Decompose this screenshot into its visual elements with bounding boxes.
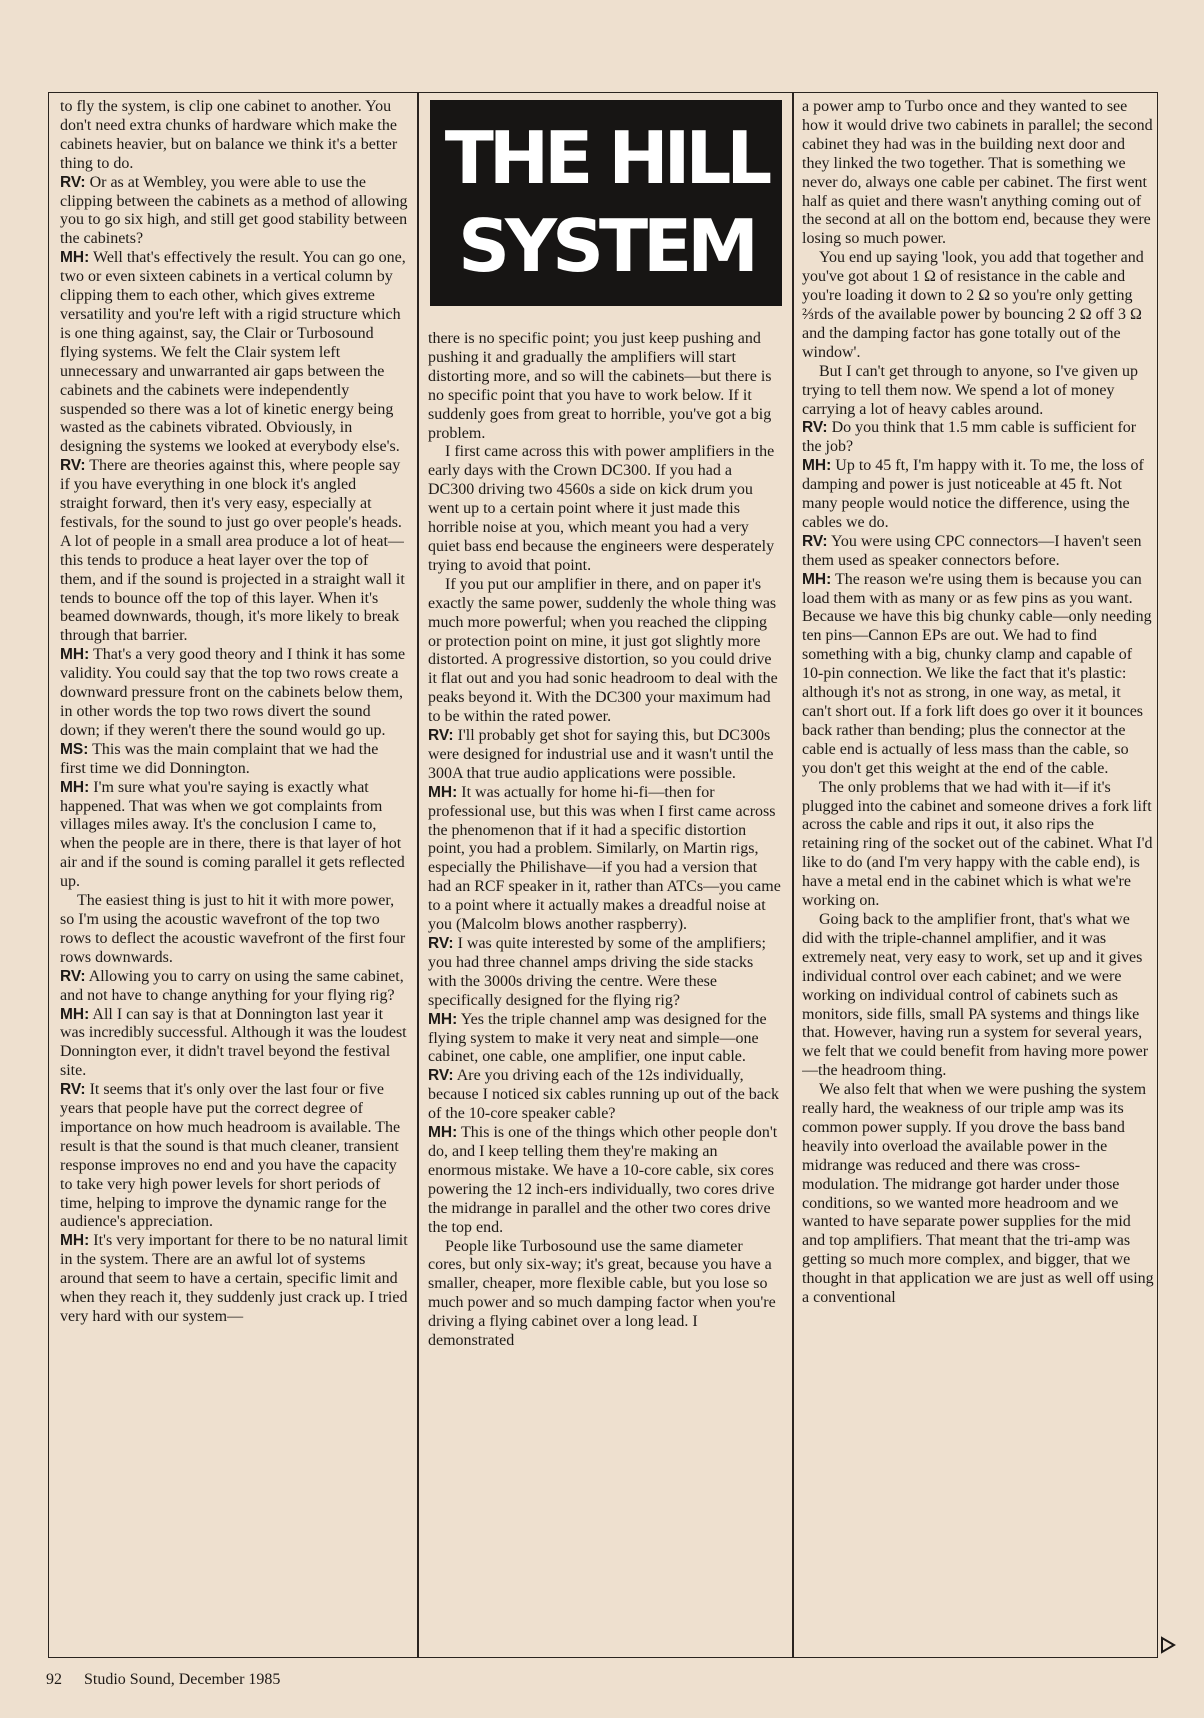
paragraph-text: You end up saying 'look, you add that together and you've got about 1 Ω of resistance in the cable and you're loading it down to 2 Ω so you're only getting ⅔rds of the available power by bouncing 2 Ω off 3 Ω and the damping factor has gone totally out of the window'. (802, 249, 1144, 361)
article-column-3 (802, 98, 1154, 1658)
paragraph (428, 784, 782, 935)
paragraph-text: This was the main complaint that we had the first time we did Donnington. (60, 740, 379, 777)
paragraph-text: You were using CPC connectors—I haven't seen them used as speaker connectors before. (802, 532, 1142, 569)
paragraph-text: We also felt that when we were pushing the system really hard, the weakness of our triple amp was its common power supply. If you drove the bass band heavily into overload the available power in the midrange was reduced and there was cross-modulation. The midrange got harder under those conditions, so we wanted more headroom and we wanted to have separate power supplies for the mid and top amplifiers. That meant that the tri-amp was getting so much more complex, and bigger, that we thought in that application we are just as well off using a conventional (802, 1081, 1154, 1307)
paragraph (802, 571, 1154, 779)
article-column-2 (428, 330, 782, 1660)
paragraph (428, 727, 782, 784)
speaker-label: MS: (60, 740, 89, 758)
paragraph-text: That's a very good theory and I think it has some validity. You could say that the top two rows create a downward pressure front on the cabinets below them, in other words the top two rows divert the sound down; if they weren't there the sound would go up. (60, 646, 406, 739)
paragraph-text: there is no specific point; you just keep pushing and pushing it and gradually the amplifiers will start distorting more, and so will the cabinets—but there is no specific point that you have to work below. If it suddenly goes from great to horrible, you've got a big problem. (428, 330, 772, 442)
paragraph-text: a power amp to Turbo once and they wanted to see how it would drive two cabinets in parallel; the second cabinet they had was in the building next door and they linked the two together. That is something we never do, always one cable per cabinet. The first went half as quiet and there wasn't anything coming out of the second at all on the bottom end, because they were losing so much power. (802, 98, 1153, 248)
paragraph (60, 98, 408, 174)
speaker-label: RV: (428, 727, 454, 745)
paragraph-text: All I can say is that at Donnington last year it was incredibly successful. Although it was the loudest Donnington ever, it didn't travel beyond the festival site. (60, 1005, 407, 1080)
paragraph-text: Are you driving each of the 12s individually, because I noticed six cables running up out of the back of the 10-core speaker cable? (428, 1067, 779, 1123)
paragraph (802, 249, 1154, 362)
paragraph (60, 779, 408, 892)
paragraph-text: I first came across this with power amplifiers in the early days with the Crown DC300. If you had a DC300 driving two 4560s a side on kick drum you went up to a certain point where it just made this horrible noise at you, which meant you had a very quiet bass end because the engineers were desperately trying to avoid that point. (428, 443, 775, 574)
paragraph (428, 576, 782, 727)
paragraph-text: There are theories against this, where people say if you have everything in one block it's angled straight forward, then it's very easy, especially at festivals, for the sound to just go over people's heads. A lot of people in a small area produce a lot of heat—this tends to produce a heat layer over the top of them, and if the sound is projected in a straight wall it tends to bounce off the top of this layer. When it's beamed downwards, though, it's more likely to break through that barrier. (60, 457, 405, 645)
paragraph-text: to fly the system, is clip one cabinet to another. You don't need extra chunks of hardware which make the cabinets heavier, but on balance we think it's a better thing to do. (60, 98, 398, 172)
speaker-label: MH: (428, 1010, 458, 1028)
paragraph-text: I'll probably get shot for saying this, but DC300s were designed for industrial use and it wasn't until the 300A that true audio applications were possible. (428, 727, 774, 782)
page-number: 92 (46, 1671, 62, 1688)
paragraph (60, 892, 408, 968)
paragraph-text: Going back to the amplifier front, that's what we did with the triple-channel amplifier, and it was extremely neat, very easy to work, set up and it gives individual control over each cabinet; and we were working on individual control of cabinets such as monitors, side fills, small PA systems and things like that. However, having run a system for several years, we felt that we could benefit from having more power—the headroom thing. (802, 910, 1149, 1080)
paragraph (802, 1081, 1154, 1308)
speaker-label: RV: (428, 1067, 454, 1085)
paragraph-text: Allowing you to carry on using the same cabinet, and not have to change anything for your flying rig? (60, 967, 404, 1004)
paragraph (60, 968, 408, 1006)
paragraph-text: Or as at Wembley, you were able to use the clipping between the cabinets as a method of allowing you to go six high, and still get good stability between the cabinets? (60, 173, 408, 248)
paragraph-text: The only problems that we had with it—if it's plugged into the cabinet and someone drives a fork lift across the cable and rips it out, it also rips the retaining ring of the socket out of the cabinet. What I'd like to do (and I'm very happy with the cable end), is have a metal end in the cabinet which is what we're working on. (802, 778, 1153, 910)
publication-name: Studio Sound, December 1985 (84, 1671, 281, 1688)
paragraph (428, 1124, 782, 1237)
paragraph-text: The easiest thing is just to hit it with more power, so I'm using the acoustic wavefront of the top two rows to deflect the acoustic wavefront of the first four rows downwards. (60, 892, 406, 966)
paragraph-text: I'm sure what you're saying is exactly what happened. That was when we got complaints from villages miles away. It's the conclusion I came to, when the people are in there, there is that layer of hot air and if the sound is coming parallel it gets reflected up. (60, 778, 405, 891)
paragraph (60, 646, 408, 741)
paragraph-text: It was actually for home hi-fi—then for professional use, but this was when I first came across the phenomenon that if it had a specific distortion point, you had a problem. Similarly, on Martin rigs, especially the Philishave—if you had a version that had an RCF speaker in it, rather than ATCs—you came to a point where it actually makes a dreadful noise at you (Malcolm blows another raspberry). (428, 783, 781, 934)
paragraph (60, 249, 408, 457)
speaker-label: MH: (60, 249, 90, 267)
paragraph (802, 363, 1154, 420)
speaker-label: RV: (60, 173, 86, 191)
page-footer (46, 1671, 280, 1689)
speaker-label: MH: (60, 778, 90, 796)
paragraph-text: This is one of the things which other people don't do, and I keep telling them they're making an enormous mistake. We have a 10-core cable, six cores powering the 12 inch-ers individually, two cores drive the midrange in parallel and the other two cores drive the top end. (428, 1124, 778, 1236)
article-column-1 (60, 98, 408, 1658)
paragraph-text: I was quite interested by some of the amplifiers; you had three channel amps driving the side stacks with the 3000s driving the centre. Were these specifically designed for the flying rig? (428, 935, 766, 1009)
paragraph (428, 1067, 782, 1124)
column-divider-left (417, 92, 419, 1658)
paragraph-text: If you put our amplifier in there, and on paper it's exactly the same power, suddenly the whole thing was much more powerful; when you reached the clipping or protection point on mine, it just got slightly more distorted. A progressive distortion, so you could drive it flat out and you had sonic headroom to deal with the peaks beyond it. With the DC300 your maximum had to be within the rated power. (428, 575, 778, 726)
paragraph (60, 1081, 408, 1232)
paragraph (60, 1006, 408, 1082)
paragraph (802, 779, 1154, 911)
speaker-label: MH: (428, 1124, 458, 1142)
speaker-label: RV: (60, 1081, 86, 1099)
paragraph-text: Do you think that 1.5 mm cable is sufficient for the job? (802, 419, 1137, 456)
paragraph (802, 911, 1154, 1081)
paragraph-text: It seems that it's only over the last four or five years that people have put the correct degree of importance on how much headroom is available. The result is that the sound is that much cleaner, transient response improves no end and you have the capacity to take very high power levels for short periods of time, helping to improve the dynamic range for the audience's appreciation. (60, 1081, 401, 1231)
paragraph (802, 98, 1154, 249)
paragraph (428, 1011, 782, 1068)
article-title-block (430, 100, 782, 306)
paragraph (60, 174, 408, 250)
speaker-label: RV: (60, 967, 86, 985)
paragraph-text: It's very important for there to be no natural limit in the system. There are an awful lot of systems around that seem to have a certain, specific limit and when they reach it, they suddenly just crack up. I tried very hard with our system— (60, 1232, 408, 1325)
speaker-label: MH: (60, 1005, 90, 1023)
paragraph (428, 935, 782, 1011)
paragraph-text: Yes the triple channel amp was designed for the flying system to make it very neat and simple—one cabinet, one cable, one amplifier, one input cable. (428, 1010, 767, 1066)
speaker-label: MH: (60, 1232, 90, 1250)
paragraph (802, 457, 1154, 533)
paragraph (428, 330, 782, 443)
title-line-1: THE HILL (444, 116, 768, 200)
paragraph-text: People like Turbosound use the same diameter cores, but only six-way; it's great, because you have a smaller, cheaper, more flexible cable, but you lose so much power and so much damping factor when you're driving a flying cabinet over a long lead. I demonstrated (428, 1237, 776, 1350)
paragraph (802, 533, 1154, 571)
speaker-label: MH: (60, 646, 90, 664)
paragraph (802, 419, 1154, 457)
paragraph-text: Well that's effectively the result. You can go one, two or even sixteen cabinets in a vertical column by clipping them to each other, which gives extreme versatility and you're left with a rigid structure which is one thing against, say, the Clair or Turbosound flying systems. We felt the Clair system left unnecessary and unwarranted air gaps between the cabinets and the cabinets were independently suspended so there was a lot of kinetic energy being wasted as the cabinets vibrated. Obviously, in designing the systems we looked at everybody else's. (60, 249, 406, 456)
paragraph-text: Up to 45 ft, I'm happy with it. To me, the loss of damping and power is just noticeable at 45 ft. Not many people would notice the difference, using the cables we do. (802, 457, 1144, 531)
paragraph (60, 457, 408, 646)
column-divider-right (792, 92, 794, 1658)
speaker-label: MH: (802, 570, 832, 588)
speaker-label: RV: (802, 419, 828, 437)
paragraph-text: The reason we're using them is because you can load them with as many or as few pins as you want. Because we have this big chunky cable—only needing ten pins—Cannon EPs are out. We had to find something with a big, chunky clamp and capable of 10-pin connection. We like the fact that it's plastic: although it's not as strong, in one way, as metal, it can't short out. If a fork lift does go over it it bounces back rather than bending; plus the connector at the cable end is actually of less mass than the cable, so you don't get this weight at the end of the cable. (802, 570, 1152, 777)
continue-arrow-icon (1160, 1636, 1176, 1654)
paragraph (428, 443, 782, 575)
paragraph (60, 741, 408, 779)
speaker-label: MH: (428, 783, 458, 801)
paragraph (428, 1238, 782, 1351)
speaker-label: RV: (428, 935, 454, 952)
speaker-label: RV: (802, 532, 828, 550)
speaker-label: RV: (60, 457, 86, 475)
title-line-2: SYSTEM (458, 204, 754, 288)
paragraph (60, 1232, 408, 1327)
speaker-label: MH: (802, 457, 832, 475)
paragraph-text: But I can't get through to anyone, so I've given up trying to tell them now. We spend a lot of money carrying a lot of heavy cables around. (802, 362, 1139, 418)
